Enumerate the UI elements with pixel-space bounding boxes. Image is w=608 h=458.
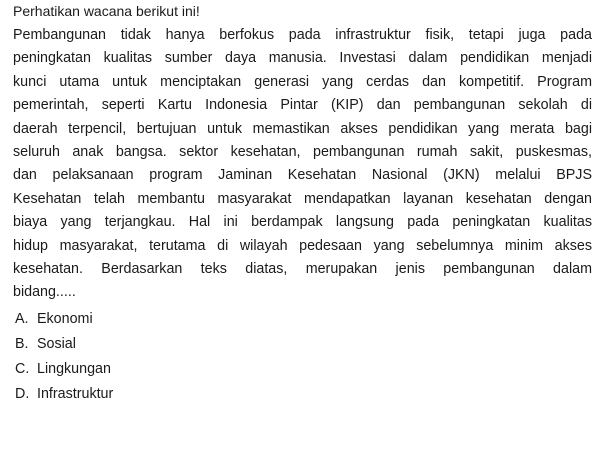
passage-line: peningkatan kualitas sumber daya manusia. Investasi dalam pendidikan menjadi — [13, 50, 592, 67]
passage-line: pemerintah, seperti Kartu Indonesia Pintar (KIP) dan pembangunan sekolah di — [13, 97, 592, 114]
passage-line: kesehatan. Berdasarkan teks diatas, merupakan jenis pembangunan dalam — [13, 261, 592, 278]
passage-line: Kesehatan telah membantu masyarakat mendapatkan layanan kesehatan dengan — [13, 190, 592, 207]
passage-line: bidang..... — [13, 284, 76, 301]
option-letter: C. — [15, 360, 30, 377]
option-c[interactable] — [13, 357, 592, 382]
option-label: Sosial — [37, 335, 76, 352]
passage-line: daerah terpencil, bertujuan untuk memastikan akses pendidikan yang merata bagi — [13, 120, 592, 137]
option-label: Lingkungan — [37, 360, 111, 377]
option-label: Ekonomi — [37, 310, 93, 327]
answer-options — [13, 307, 592, 407]
option-label: Infrastruktur — [37, 385, 114, 402]
passage-line: kunci utama untuk menciptakan generasi yang cerdas dan kompetitif. Program — [13, 73, 592, 90]
passage — [13, 24, 592, 305]
passage-line: biaya yang terjangkau. Hal ini berdampak langsung pada peningkatan kualitas — [13, 214, 592, 231]
passage-line: hidup masyarakat, terutama di wilayah pedesaan yang sebelumnya minim akses — [13, 237, 592, 254]
option-b[interactable] — [13, 332, 592, 357]
option-d[interactable] — [13, 382, 592, 407]
option-a[interactable] — [13, 307, 592, 332]
option-letter: D. — [15, 385, 30, 402]
option-letter: A. — [15, 310, 29, 327]
option-letter: B. — [15, 335, 29, 352]
passage-line: seluruh anak bangsa. sektor kesehatan, pembangunan rumah sakit, puskesmas, — [13, 144, 592, 161]
passage-line: dan pelaksanaan program Jaminan Kesehatan Nasional (JKN) melalui BPJS — [13, 167, 592, 184]
instruction-text: Perhatikan wacana berikut ini! — [13, 3, 200, 19]
passage-line: Pembangunan tidak hanya berfokus pada infrastruktur fisik, tetapi juga pada — [13, 27, 592, 43]
